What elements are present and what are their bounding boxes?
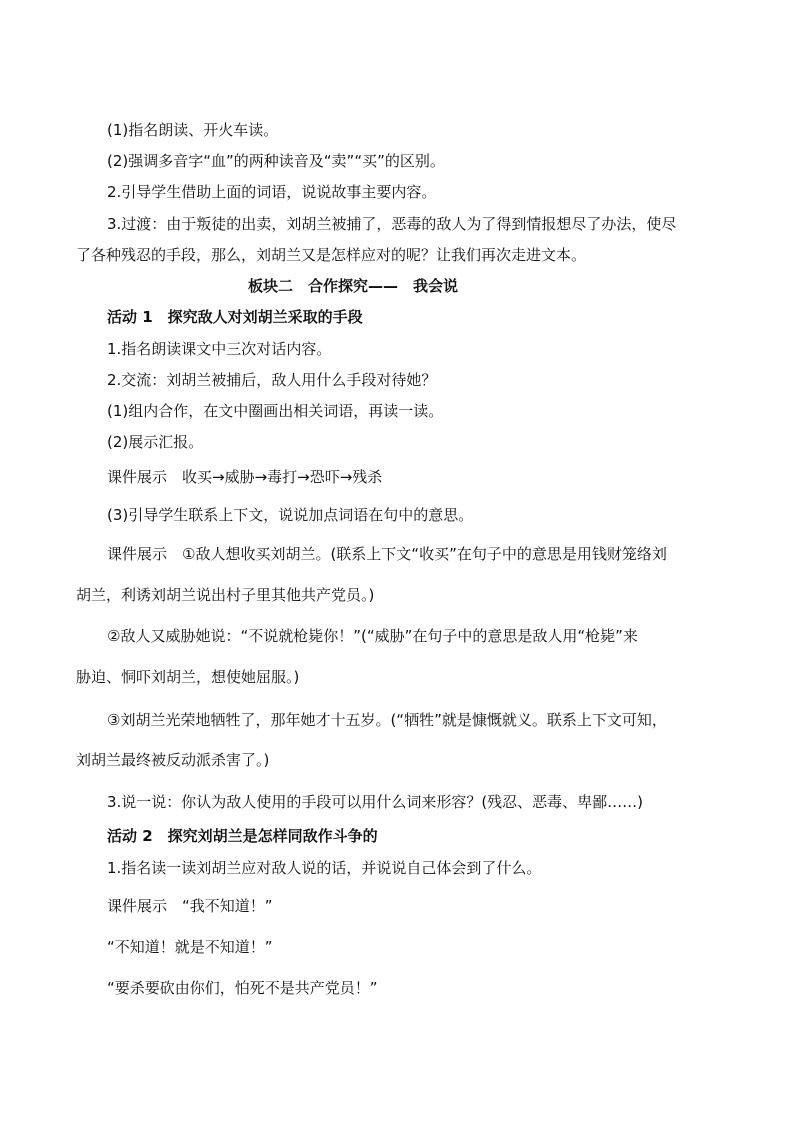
text-line-explain-3: 刘胡兰最终被反动派杀害了。) bbox=[76, 751, 270, 769]
text-line-report: (2)展示汇报。 bbox=[107, 433, 204, 451]
activity-2-heading: 活动 2 探究刘胡兰是怎样同敌作斗争的 bbox=[107, 827, 378, 845]
text-line-step-1: (1)指名朗读、开火车读。 bbox=[107, 121, 279, 139]
text-line-example-2: ②敌人又威胁她说：“不说就枪毙你！”(“威胁”在句子中的意思是敌人用“枪毙”来 bbox=[107, 627, 638, 645]
text-line-read-dialogue: 1.指名朗读课文中三次对话内容。 bbox=[107, 340, 332, 358]
courseware-display-3: 课件展示 “我不知道！” bbox=[107, 897, 273, 915]
text-line-discuss: 2.交流：刘胡兰被捕后，敌人用什么手段对待她？ bbox=[107, 371, 437, 389]
section-heading: 板块二 合作探究—— 我会说 bbox=[248, 277, 459, 295]
quote-line-2: “要杀要砍由你们，怕死不是共产党员！” bbox=[107, 979, 378, 997]
text-line-read-words: 1.指名读一读刘胡兰应对敌人说的话，并说说自己体会到了什么。 bbox=[107, 859, 542, 877]
text-line-example-3: ③刘胡兰光荣地牺牲了，那年她才十五岁。(“牺牲”就是慷慨就义。联系上下文可知， bbox=[107, 711, 667, 729]
quote-line-1: “不知道！就是不知道！” bbox=[107, 938, 273, 956]
text-line-step-2: (2)强调多音字“血”的两种读音及“卖”“买”的区别。 bbox=[107, 152, 445, 170]
text-line-transition: 3.过渡：由于叛徒的出卖，刘胡兰被捕了，恶毒的敌人为了得到情报想尽了办法，使尽 bbox=[107, 215, 677, 233]
courseware-display-2: 课件展示 ①敌人想收买刘胡兰。(联系上下文“收买”在句子中的意思是用钱财笼络刘 bbox=[107, 545, 667, 563]
text-line-group-work: (1)组内合作，在文中圈画出相关词语，再读一读。 bbox=[107, 402, 444, 420]
text-line-context: (3)引导学生联系上下文，说说加点词语在句中的意思。 bbox=[107, 506, 474, 524]
courseware-display-1: 课件展示 收买→威胁→毒打→恐吓→残杀 bbox=[107, 468, 383, 486]
text-line-guide: 2.引导学生借助上面的词语，说说故事主要内容。 bbox=[107, 183, 437, 201]
activity-1-heading: 活动 1 探究敌人对刘胡兰采取的手段 bbox=[107, 308, 363, 326]
text-line-explain-1: 胡兰，利诱刘胡兰说出村子里其他共产党员。) bbox=[76, 586, 375, 604]
text-line-describe: 3.说一说：你认为敌人使用的手段可以用什么词来形容？(残忍、恶毒、卑鄙……) bbox=[107, 793, 644, 811]
text-line-explain-2: 胁迫、恫吓刘胡兰，想使她屈服。) bbox=[76, 668, 300, 686]
text-line-transition-cont: 了各种残忍的手段，那么，刘胡兰又是怎样应对的呢？让我们再次走进文本。 bbox=[76, 246, 587, 264]
